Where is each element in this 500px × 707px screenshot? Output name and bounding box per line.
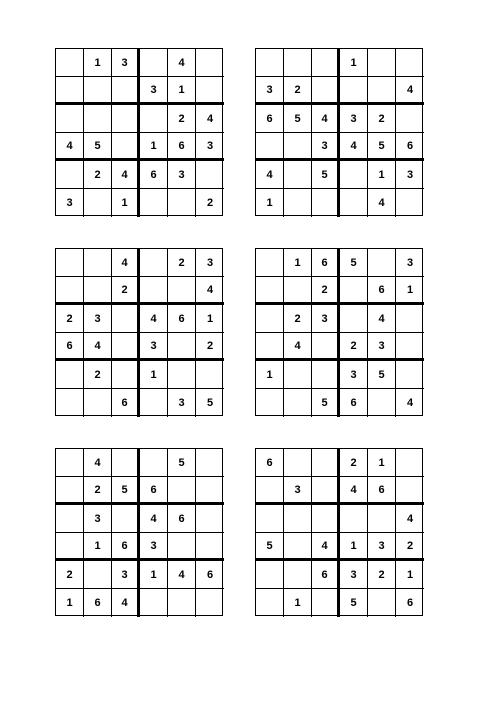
empty-cell <box>196 533 224 561</box>
empty-cell <box>340 189 368 217</box>
empty-cell <box>112 305 140 333</box>
given-digit-cell: 3 <box>340 561 368 589</box>
empty-cell <box>256 49 284 77</box>
empty-cell <box>312 505 340 533</box>
sudoku-puzzle-4 <box>255 248 423 416</box>
empty-cell <box>56 249 84 277</box>
empty-cell <box>284 133 312 161</box>
empty-cell <box>196 161 224 189</box>
empty-cell <box>396 449 424 477</box>
given-digit-cell: 3 <box>196 133 224 161</box>
given-digit-cell: 6 <box>256 449 284 477</box>
empty-cell <box>396 189 424 217</box>
given-digit-cell: 6 <box>140 161 168 189</box>
given-digit-cell: 6 <box>196 561 224 589</box>
given-digit-cell: 6 <box>168 133 196 161</box>
given-digit-cell: 4 <box>256 161 284 189</box>
empty-cell <box>168 277 196 305</box>
given-digit-cell: 2 <box>168 105 196 133</box>
empty-cell <box>140 589 168 617</box>
given-digit-cell: 1 <box>284 249 312 277</box>
given-digit-cell: 1 <box>140 133 168 161</box>
given-digit-cell: 6 <box>396 133 424 161</box>
given-digit-cell: 4 <box>112 249 140 277</box>
given-digit-cell: 2 <box>84 161 112 189</box>
empty-cell <box>256 277 284 305</box>
empty-cell <box>196 589 224 617</box>
given-digit-cell: 2 <box>84 361 112 389</box>
given-digit-cell: 2 <box>56 305 84 333</box>
empty-cell <box>312 361 340 389</box>
empty-cell <box>368 589 396 617</box>
given-digit-cell: 6 <box>140 477 168 505</box>
empty-cell <box>396 49 424 77</box>
given-digit-cell: 1 <box>168 77 196 105</box>
empty-cell <box>56 477 84 505</box>
sudoku-puzzle-5 <box>55 448 223 616</box>
empty-cell <box>84 189 112 217</box>
given-digit-cell: 4 <box>396 505 424 533</box>
given-digit-cell: 5 <box>340 589 368 617</box>
empty-cell <box>312 449 340 477</box>
given-digit-cell: 1 <box>256 361 284 389</box>
empty-cell <box>112 77 140 105</box>
given-digit-cell: 6 <box>340 389 368 417</box>
given-digit-cell: 2 <box>206 197 214 209</box>
given-digit-cell: 4 <box>56 133 84 161</box>
empty-cell <box>284 277 312 305</box>
empty-cell <box>84 277 112 305</box>
empty-cell <box>84 389 112 417</box>
sudoku-puzzle-6 <box>255 448 423 616</box>
given-digit-cell: 3 <box>140 533 168 561</box>
given-digit-cell: 4 <box>340 133 368 161</box>
empty-cell <box>256 505 284 533</box>
given-digit-cell: 6 <box>84 589 112 617</box>
empty-cell <box>256 133 284 161</box>
sudoku-puzzle-1 <box>55 48 223 216</box>
empty-cell <box>196 361 224 389</box>
given-digit-cell: 3 <box>140 77 168 105</box>
empty-cell <box>312 589 340 617</box>
empty-cell <box>56 77 84 105</box>
empty-cell <box>340 161 368 189</box>
given-digit-cell: 4 <box>140 305 168 333</box>
empty-cell <box>340 505 368 533</box>
empty-cell <box>56 449 84 477</box>
given-digit-cell: 6 <box>56 333 84 361</box>
empty-cell <box>112 505 140 533</box>
empty-cell <box>340 77 368 105</box>
given-digit-cell: 1 <box>368 161 396 189</box>
empty-cell <box>56 505 84 533</box>
given-digit-cell: 6 <box>168 305 196 333</box>
given-digit-cell: 4 <box>196 105 224 133</box>
empty-cell <box>196 77 224 105</box>
given-digit-cell: 3 <box>196 249 224 277</box>
given-digit-cell: 6 <box>312 249 340 277</box>
empty-cell <box>56 277 84 305</box>
empty-cell <box>84 561 112 589</box>
given-digit-cell: 1 <box>396 561 424 589</box>
given-digit-cell: 5 <box>256 533 284 561</box>
given-digit-cell: 3 <box>396 249 424 277</box>
given-digit-cell: 3 <box>284 477 312 505</box>
given-digit-cell: 1 <box>56 589 84 617</box>
empty-cell <box>368 77 396 105</box>
empty-cell <box>168 533 196 561</box>
given-digit-cell: 1 <box>196 305 224 333</box>
empty-cell <box>140 189 168 217</box>
given-digit-cell: 5 <box>340 249 368 277</box>
given-digit-cell: 3 <box>368 533 396 561</box>
given-digit-cell: 2 <box>396 533 424 561</box>
empty-cell <box>196 49 224 77</box>
given-digit-cell: 6 <box>112 533 140 561</box>
given-digit-cell: 6 <box>112 389 140 417</box>
given-digit-cell: 2 <box>196 333 224 361</box>
empty-cell <box>284 505 312 533</box>
given-digit-cell: 1 <box>140 561 168 589</box>
empty-cell <box>284 361 312 389</box>
given-digit-cell: 3 <box>168 389 196 417</box>
empty-cell <box>196 505 224 533</box>
given-digit-cell: 6 <box>256 105 284 133</box>
empty-cell <box>284 49 312 77</box>
empty-cell <box>196 477 224 505</box>
given-digit-cell: 6 <box>312 561 340 589</box>
sudoku-puzzle-2 <box>255 48 423 216</box>
given-digit-cell: 5 <box>312 161 340 189</box>
given-digit-cell: 4 <box>340 477 368 505</box>
empty-cell <box>284 189 312 217</box>
given-digit-cell: 4 <box>84 449 112 477</box>
given-digit-cell: 4 <box>168 561 196 589</box>
given-digit-cell: 1 <box>340 49 368 77</box>
given-digit-cell: 1 <box>368 449 396 477</box>
given-digit-cell: 2 <box>84 477 112 505</box>
given-digit-cell: 3 <box>396 161 424 189</box>
empty-cell <box>284 533 312 561</box>
given-digit-cell: 1 <box>140 361 168 389</box>
empty-cell <box>56 361 84 389</box>
empty-cell <box>312 49 340 77</box>
empty-cell <box>112 105 140 133</box>
empty-cell <box>312 189 340 217</box>
empty-cell <box>368 249 396 277</box>
empty-cell <box>340 305 368 333</box>
given-digit-cell: 3 <box>340 361 368 389</box>
empty-cell <box>168 477 196 505</box>
empty-cell <box>312 333 340 361</box>
empty-cell <box>256 589 284 617</box>
empty-cell <box>196 449 224 477</box>
given-digit-cell: 6 <box>368 477 396 505</box>
given-digit-cell: 4 <box>368 189 396 217</box>
given-digit-cell: 6 <box>406 597 414 609</box>
given-digit-cell: 2 <box>56 561 84 589</box>
given-digit-cell: 4 <box>140 505 168 533</box>
given-digit-cell: 4 <box>84 333 112 361</box>
empty-cell <box>284 389 312 417</box>
empty-cell <box>168 361 196 389</box>
given-digit-cell: 1 <box>284 589 312 617</box>
given-digit-cell: 2 <box>340 449 368 477</box>
given-digit-cell: 3 <box>256 77 284 105</box>
given-digit-cell: 1 <box>84 49 112 77</box>
given-digit-cell: 4 <box>368 305 396 333</box>
given-digit-cell: 4 <box>406 397 414 409</box>
given-digit-cell: 6 <box>168 505 196 533</box>
empty-cell <box>256 305 284 333</box>
empty-cell <box>140 389 168 417</box>
empty-cell <box>284 449 312 477</box>
given-digit-cell: 3 <box>312 305 340 333</box>
empty-cell <box>84 77 112 105</box>
empty-cell <box>140 49 168 77</box>
given-digit-cell: 5 <box>84 133 112 161</box>
empty-cell <box>56 161 84 189</box>
given-digit-cell: 3 <box>312 133 340 161</box>
given-digit-cell: 4 <box>112 589 140 617</box>
empty-cell <box>168 189 196 217</box>
given-digit-cell: 1 <box>340 533 368 561</box>
given-digit-cell: 2 <box>112 277 140 305</box>
given-digit-cell: 4 <box>112 161 140 189</box>
empty-cell <box>112 333 140 361</box>
given-digit-cell: 3 <box>84 305 112 333</box>
empty-cell <box>256 389 284 417</box>
empty-cell <box>56 49 84 77</box>
empty-cell <box>396 477 424 505</box>
given-digit-cell: 2 <box>284 305 312 333</box>
given-digit-cell: 5 <box>368 361 396 389</box>
given-digit-cell: 4 <box>312 533 340 561</box>
given-digit-cell: 3 <box>56 189 84 217</box>
empty-cell <box>312 477 340 505</box>
given-digit-cell: 4 <box>284 333 312 361</box>
empty-cell <box>56 533 84 561</box>
given-digit-cell: 6 <box>368 277 396 305</box>
given-digit-cell: 4 <box>196 277 224 305</box>
empty-cell <box>84 249 112 277</box>
empty-cell <box>256 561 284 589</box>
empty-cell <box>140 105 168 133</box>
empty-cell <box>168 333 196 361</box>
sudoku-puzzle-3 <box>55 248 223 416</box>
given-digit-cell: 4 <box>312 105 340 133</box>
given-digit-cell: 5 <box>368 133 396 161</box>
empty-cell <box>56 105 84 133</box>
empty-cell <box>312 77 340 105</box>
given-digit-cell: 3 <box>340 105 368 133</box>
given-digit-cell: 1 <box>112 189 140 217</box>
given-digit-cell: 3 <box>140 333 168 361</box>
given-digit-cell: 5 <box>284 105 312 133</box>
empty-cell <box>396 105 424 133</box>
empty-cell <box>340 277 368 305</box>
given-digit-cell: 5 <box>168 449 196 477</box>
empty-cell <box>368 49 396 77</box>
empty-cell <box>140 449 168 477</box>
given-digit-cell: 2 <box>368 105 396 133</box>
given-digit-cell: 1 <box>256 189 284 217</box>
given-digit-cell: 5 <box>206 397 214 409</box>
empty-cell <box>396 333 424 361</box>
given-digit-cell: 3 <box>112 561 140 589</box>
given-digit-cell: 2 <box>312 277 340 305</box>
given-digit-cell: 5 <box>312 389 340 417</box>
empty-cell <box>256 333 284 361</box>
given-digit-cell: 2 <box>340 333 368 361</box>
given-digit-cell: 2 <box>284 77 312 105</box>
empty-cell <box>112 133 140 161</box>
empty-cell <box>396 305 424 333</box>
given-digit-cell: 1 <box>396 277 424 305</box>
given-digit-cell: 3 <box>84 505 112 533</box>
empty-cell <box>284 561 312 589</box>
given-digit-cell: 4 <box>168 49 196 77</box>
given-digit-cell: 2 <box>168 249 196 277</box>
empty-cell <box>112 449 140 477</box>
empty-cell <box>140 249 168 277</box>
empty-cell <box>368 389 396 417</box>
empty-cell <box>140 277 168 305</box>
given-digit-cell: 4 <box>396 77 424 105</box>
empty-cell <box>256 477 284 505</box>
given-digit-cell: 1 <box>84 533 112 561</box>
empty-cell <box>368 505 396 533</box>
given-digit-cell: 2 <box>368 561 396 589</box>
given-digit-cell: 5 <box>112 477 140 505</box>
empty-cell <box>112 361 140 389</box>
empty-cell <box>56 389 84 417</box>
empty-cell <box>84 105 112 133</box>
given-digit-cell: 3 <box>168 161 196 189</box>
empty-cell <box>396 361 424 389</box>
empty-cell <box>168 589 196 617</box>
empty-cell <box>284 161 312 189</box>
given-digit-cell: 3 <box>368 333 396 361</box>
empty-cell <box>256 249 284 277</box>
given-digit-cell: 3 <box>112 49 140 77</box>
